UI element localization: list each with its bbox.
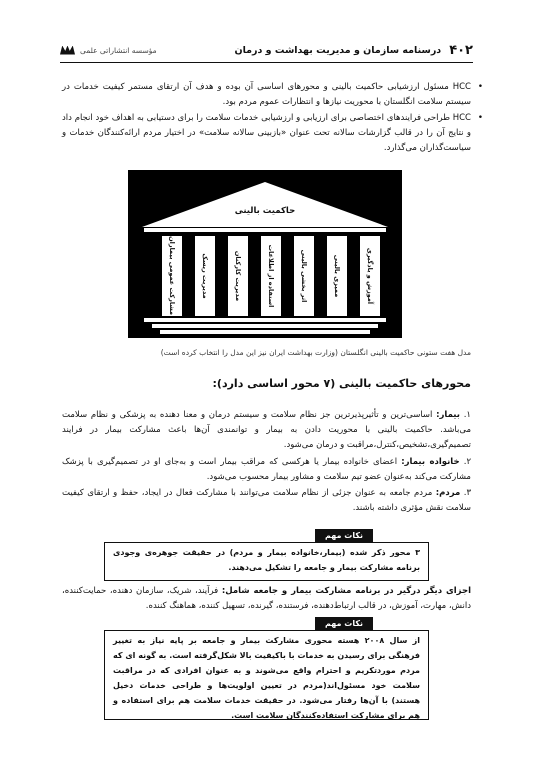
item-number: ۱. [463,410,471,420]
paragraph-text: فرآیند، شریک، سازمان دهنده، حمایت‌کننده، دانش، مهارت، آموزش، در قالب ارتباط‌دهنده، فرستنده، گیرنده، تسهیل کننده، هماهنگ کننده. [62,586,471,611]
page-number: ۴۰۲ [449,42,473,58]
book-title: درسنامه سازمان و مدیریت بهداشت و درمان [234,44,442,56]
important-note-box: از سال ۲۰۰۸ هسته محوری مشارکت بیمار و جامعه بر پایه نیاز به تغییر فرهنگی برای رسیدن به خدمات با باکیفیت بالا شکل‌گرفته است. به گونه ای که مردم موردتکریم و احترام واقع می‌شوند و به عنوان افرادی که در مراقبت سلامت خود مسئول‌اند(مردم در تعیین اولویت‌ها و طراحی خدمات دخیل هستند) با آن‌ها رفتار می‌شود. در حقیقت خدمات سلامت هم برای استفاده و هم برای مشارکت استفاده‌کنندگان سلامت است. [104,630,429,720]
bullet-item [62,80,483,110]
pillar-label: اثر بخشی بالینی [300,249,308,303]
list-item [62,486,471,516]
diagram-step [144,318,386,322]
section-title: محورهای حاکمیت بالینی (۷ محور اساسی دارد): [212,377,471,390]
publisher-logo-icon [60,46,75,55]
publisher-name: مؤسسه انتشاراتی علمی [80,45,157,55]
important-note-box: ۳ محور ذکر شده (بیمار،خانواده بیمار و مردم) در حقیقت جوهره‌ی وجودی برنامه مشارکت بیمار و جامعه را تشکیل می‌دهند. [104,542,429,581]
bullet-dot-icon: • [477,82,483,92]
bullet-item [62,111,483,156]
bullet-dot-icon: • [477,113,483,123]
item-text: مردم جامعه به عنوان جزئی از نظام سلامت می‌توانند با مشارکت فعال در ایجاد، حفظ و ارتقای کیفیت سلامت نقش مؤثری داشته باشند. [62,488,471,513]
pillar [327,236,347,316]
seven-pillar-diagram [128,170,402,338]
list-item [62,408,471,453]
pillar-label: مدیریت ریسک [201,253,209,299]
roof-label: حاکمیت بالینی [234,206,296,216]
diagram-step [160,330,370,334]
pillar-label: استفاده از اطلاعات [267,244,275,308]
pillar-label: مشارکت عمومی بیماران [168,236,176,315]
important-note-tag: نکات مهم [315,529,373,542]
item-keyword: مردم: [435,488,461,498]
diagram-roof [142,182,388,227]
pillar [294,236,314,316]
pillar [162,236,182,316]
diagram-beam [144,228,386,232]
list-item [62,455,471,485]
page-header [60,37,473,63]
pillar [261,236,281,316]
publisher-mark [60,46,157,55]
bullet-text: HCC طراحی فرایندهای اختصاصی برای ارزیابی و ارزشیابی خدمات سلامت را برای دستیابی به اهداف خود انجام داد و نتایج آن را در قالب گزارشات سالانه تحت عنوان «بازبینی سالانه سلامت» در اختیار مردم ارائه‌کنندگان خدمات و سیاست‌گذاران می‌گذارد. [62,113,471,153]
diagram-step [152,324,378,328]
pillar-label: مدیریت کارکنان [234,250,242,302]
item-number: ۲. [463,457,472,467]
pillar [228,236,248,316]
paragraph [62,584,471,614]
paragraph-keyword: اجزای دیگر درگیر در برنامه مشارکت بیمار و جامعه شامل: [221,586,471,596]
figure-caption: مدل هفت ستونی حاکمیت بالینی انگلستان (وزارت بهداشت ایران نیز این مدل را انتخاب کرده است) [160,348,471,357]
pillar [360,236,380,316]
pillar [195,236,215,316]
item-number: ۳. [463,488,472,498]
item-keyword: بیمار: [436,410,460,420]
pillar-label: ممیزی بالینی [333,254,341,298]
item-text: اعضای خانواده بیمار یا هرکسی که مراقب بیمار است و به‌جای او در تصمیم‌گیری با پزشک مشارکت می‌کند به‌عنوان عضو تیم سلامت و مشاور بیمار محسوب می‌شود. [62,457,471,482]
header-divider [60,62,473,63]
item-text: اساسی‌ترین و تأثیرپذیرترین جز نظام سلامت و سیستم درمان و معنا دهنده به پزشکی و نظام سلامت می‌باشد. حاکمیت بالینی با محوریت دادن به بیمار و توانمندی آن‌ها باعث مشارکت بیمار در فرایند تصمیم‌گیری،تشخیص،کنترل،مراقبت و درمان می‌شود. [62,410,471,450]
important-note-tag: نکات مهم [315,617,373,630]
pillar-label: آموزش و یادگیری [366,247,374,305]
item-keyword: خانواده بیمار: [401,457,460,467]
bullet-text: HCC مسئول ارزشیابی حاکمیت بالینی و محورهای اساسی آن بوده و هدف آن ارتقای مستمر کیفیت خدمات در سیستم سلامت انگلستان با محوریت نیازها و انتظارات عموم مردم بود. [62,82,471,107]
